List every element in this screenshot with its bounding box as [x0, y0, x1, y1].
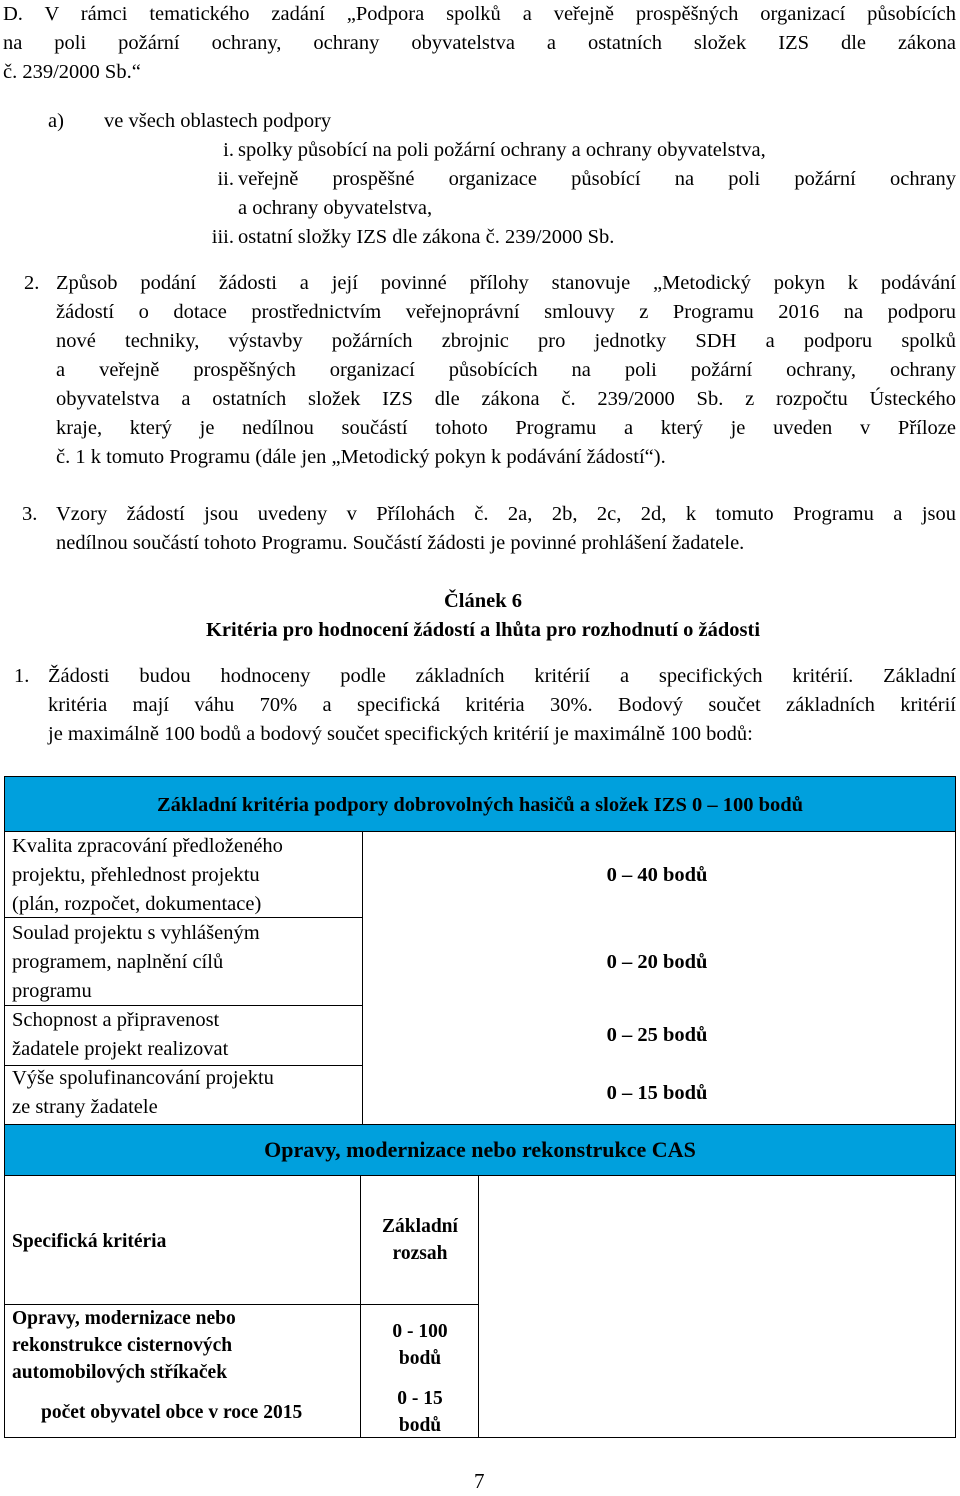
- item-2-line: a veřejně prospěšných organizací působících na poli požární ochrany, ochrany: [56, 359, 956, 381]
- criterion-line: Kvalita zpracování předloženého: [12, 835, 283, 857]
- sub-a-text: ve všech oblastech podpory: [104, 110, 332, 132]
- section-d-line: č. 239/2000 Sb.“: [3, 61, 141, 83]
- item-2-line: č. 1 k tomuto Programu (dále jen „Metodický pokyn k podávání žádostí“).: [56, 446, 666, 468]
- item-2-marker: 2.: [24, 272, 40, 294]
- spec-points-line: 0 - 100: [392, 1321, 448, 1342]
- criterion-line: Výše spolufinancování projektu: [12, 1067, 274, 1089]
- criterion-points: 0 – 15 bodů: [606, 1082, 708, 1104]
- spec-criterion-label: [12, 1305, 357, 1386]
- spec-criterion-line: Opravy, modernizace nebo: [12, 1308, 236, 1329]
- section-d: [3, 0, 956, 87]
- article-item-1-text: [48, 662, 956, 749]
- item-2-line: Způsob podání žádosti a její povinné přílohy stanovuje „Metodický pokyn k podávání: [56, 272, 956, 294]
- criterion-points: 0 – 25 bodů: [606, 1024, 708, 1046]
- section-d-line: D. V rámci tematického zadání „Podpora spolků a veřejně prospěšných organizací působících: [3, 3, 956, 25]
- article-title: Kritéria pro hodnocení žádostí a lhůta pro rozhodnutí o žádosti: [205, 619, 761, 641]
- section-d-line: na poli požární ochrany, ochrany obyvatelstva a ostatních složek IZS dle zákona: [3, 32, 956, 54]
- item-2-line: obyvatelstva a ostatních složek IZS dle zákona č. 239/2000 Sb. z rozpočtu Ústeckého: [56, 388, 956, 410]
- spec-points-line: bodů: [398, 1348, 442, 1369]
- criterion-line: programu: [12, 980, 92, 1002]
- item-3-line: Vzory žádostí jsou uvedeny v Přílohách č. 2a, 2b, 2c, 2d, k tomuto Programu a jsou: [56, 503, 956, 525]
- criteria-table: [4, 776, 956, 1438]
- roman-item-line: a ochrany obyvatelstva,: [238, 197, 433, 219]
- table-header: Základní kritéria podpory dobrovolných hasičů a složek IZS 0 – 100 bodů: [156, 794, 804, 816]
- criterion-label: [12, 832, 357, 919]
- item-2-text: [56, 269, 956, 472]
- criterion-line: ze strany žadatele: [12, 1096, 158, 1118]
- criterion-line: projektu, přehlednost projektu: [12, 864, 260, 886]
- item-2-line: nové techniky, výstavby požárních zbrojnic pro jednotky SDH a podporu spolků: [56, 330, 956, 352]
- article-item-1-line: je maximálně 100 bodů a bodový součet specifických kritérií je maximálně 100 bodů:: [48, 723, 753, 745]
- spec-criterion-line: automobilových stříkaček: [12, 1362, 228, 1383]
- roman-item-text: spolky působící na poli požární ochrany a ochrany obyvatelstva,: [238, 139, 766, 161]
- table-band-cas-label: Opravy, modernizace nebo rekonstrukce CAS: [264, 1137, 696, 1162]
- spec-header-range-line: rozsah: [392, 1243, 448, 1264]
- article-item-1-marker: 1.: [14, 665, 30, 687]
- table-line: [5, 1175, 955, 1176]
- article-item-1-line: kritéria mají váhu 70% a specifická kritéria 30%. Bodový součet základních kritérií: [48, 694, 956, 716]
- spec-header-range-line: Základní: [382, 1216, 458, 1237]
- roman-marker: ii.: [217, 168, 234, 190]
- article-item-1-line: Žádosti budou hodnoceny podle základních kritérií a specifických kritérií. Základní: [48, 665, 956, 687]
- article-number: Článek 6: [443, 590, 523, 612]
- criterion-label: [12, 1006, 357, 1064]
- criterion-points: 0 – 20 bodů: [606, 951, 708, 973]
- table-line: [360, 1175, 361, 1437]
- criterion-line: Soulad projektu s vyhlášeným: [12, 922, 260, 944]
- article-heading: [0, 587, 960, 645]
- criterion-label: [12, 1064, 357, 1122]
- spec-header-label: Specifická kritéria: [12, 1231, 167, 1252]
- roman-item-text: ostatní složky IZS dle zákona č. 239/2000 Sb.: [238, 226, 615, 248]
- item-2-line: kraje, který je nedílnou součástí tohoto Programu a který je uveden v Příloze: [56, 417, 956, 439]
- roman-item-text: [238, 165, 956, 223]
- roman-item-line: veřejně prospěšné organizace působící na poli požární ochrany: [238, 168, 956, 190]
- table-line: [478, 1175, 479, 1437]
- criterion-line: programem, naplnění cílů: [12, 951, 224, 973]
- sub-a-marker: a): [48, 110, 64, 132]
- spec-criterion-points: [362, 1318, 478, 1372]
- table-line: [5, 1124, 955, 1125]
- spec-points-line: 0 - 15: [397, 1388, 443, 1409]
- criterion-label: [12, 919, 357, 1006]
- item-3-text: [56, 500, 956, 558]
- criterion-line: Schopnost a připravenost: [12, 1009, 220, 1031]
- item-2-line: žádostí o dotace prostřednictvím veřejnoprávní smlouvy z Programu 2016 na podporu: [56, 301, 956, 323]
- spec-header-range: [362, 1213, 478, 1267]
- criterion-line: (plán, rozpočet, dokumentace): [12, 893, 262, 915]
- item-3-line: nedílnou součástí tohoto Programu. Součástí žádosti je povinné prohlášení žadatele.: [56, 532, 745, 554]
- spec-criterion-line: rekonstrukce cisternových: [12, 1335, 233, 1356]
- roman-marker: iii.: [211, 226, 234, 248]
- item-3-marker: 3.: [22, 503, 38, 525]
- roman-marker: i.: [223, 139, 234, 161]
- spec-points-line: bodů: [398, 1415, 442, 1436]
- criterion-points: 0 – 40 bodů: [606, 864, 708, 886]
- spec-criterion-points: [362, 1385, 478, 1439]
- spec-criterion-label: počet obyvatel obce v roce 2015: [41, 1402, 303, 1423]
- page-number: 7: [474, 1469, 485, 1493]
- criterion-line: žadatele projekt realizovat: [12, 1038, 229, 1060]
